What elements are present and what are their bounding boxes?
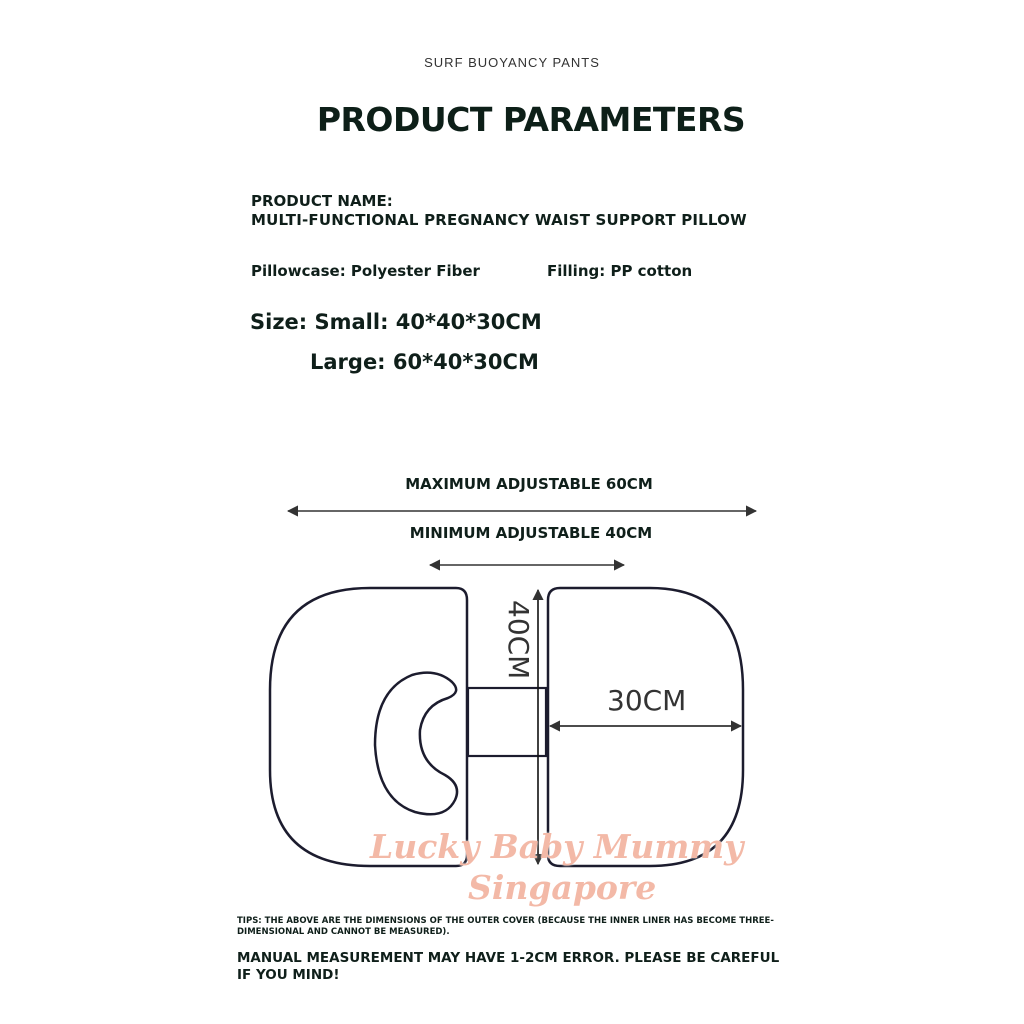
left-pillow-outline [270, 588, 467, 866]
page-title: PRODUCT PARAMETERS [316, 100, 746, 139]
size-small: Size: Small: 40*40*30CM [250, 310, 542, 334]
min-adjustable-label: MINIMUM ADJUSTABLE 40CM [409, 524, 653, 542]
product-name-label: PRODUCT NAME: [251, 192, 393, 210]
crescent-cutout [375, 673, 457, 815]
max-adjustable-label: MAXIMUM ADJUSTABLE 60CM [405, 475, 653, 493]
filling-material: Filling: PP cotton [547, 262, 693, 280]
watermark-line1: Lucky Baby Mummy [370, 827, 744, 866]
tips-note: TIPS: THE ABOVE ARE THE DIMENSIONS OF THE OUTER COVER (BECAUSE THE INNER LINER HAS BECOME THREE-DIMENSIONAL AND CANNOT BE MEASURED). [237, 916, 774, 937]
watermark-line2: Singapore [468, 868, 657, 907]
height-dimension-label: 40CM [502, 600, 535, 680]
brand-subtitle: SURF BUOYANCY PANTS [424, 55, 600, 70]
depth-dimension-label: 30CM [607, 684, 687, 717]
product-name-value: MULTI-FUNCTIONAL PREGNANCY WAIST SUPPORT PILLOW [251, 211, 747, 229]
size-large: Large: 60*40*30CM [310, 350, 539, 374]
connector-strap [468, 688, 546, 756]
right-pillow-outline [548, 588, 743, 866]
measurement-warning: MANUAL MEASUREMENT MAY HAVE 1-2CM ERROR. PLEASE BE CAREFUL IF YOU MIND! [237, 950, 780, 983]
pillowcase-material: Pillowcase: Polyester Fiber [251, 262, 480, 280]
